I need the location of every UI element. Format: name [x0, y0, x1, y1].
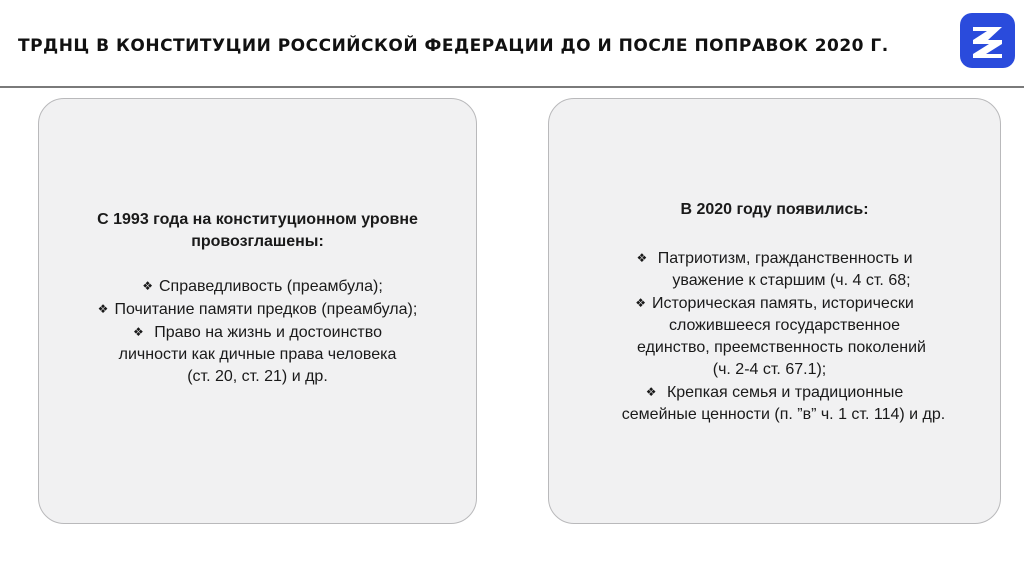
diamond-bullet-icon: ❖ — [142, 279, 153, 293]
diamond-bullet-icon: ❖ — [97, 302, 109, 316]
list-item: ❖ Крепкая семья и традиционные семейные ценности (п. ”в” ч. 1 ст. 114) и др. — [559, 381, 990, 426]
list-item: ❖ Почитание памяти предков (преамбула); — [49, 298, 466, 321]
ze-logo-icon — [960, 13, 1015, 68]
diamond-bullet-icon: ❖ — [636, 251, 648, 265]
diamond-bullet-icon: ❖ — [133, 325, 144, 339]
diamond-bullet-icon: ❖ — [635, 296, 646, 310]
page-title: ТРДНЦ В КОНСТИТУЦИИ РОССИЙСКОЙ ФЕДЕРАЦИИ ДО И ПОСЛЕ ПОПРАВОК 2020 Г. — [18, 36, 889, 56]
header-divider — [0, 86, 1024, 88]
list-item: ❖ Патриотизм, гражданственность и уважение к старшим (ч. 4 ст. 68; — [559, 247, 990, 292]
card-heading: В 2020 году появились: — [680, 201, 869, 218]
after-2020-card — [548, 98, 1001, 524]
diamond-bullet-icon: ❖ — [645, 385, 657, 399]
list-item: ❖ Историческая память, исторически сложившееся государственное единство, преемственность поколений (ч. 2-4 ст. 67.1); — [559, 292, 990, 381]
card-heading: С 1993 года на конституционном уровне провозглашены: — [97, 211, 418, 250]
list-item: ❖ Право на жизнь и достоинство личности как дичные права человека (ст. 20, ст. 21) и др. — [49, 321, 466, 388]
list-item: ❖ Справедливость (преамбула); — [49, 275, 466, 298]
before-1993-card — [38, 98, 477, 524]
